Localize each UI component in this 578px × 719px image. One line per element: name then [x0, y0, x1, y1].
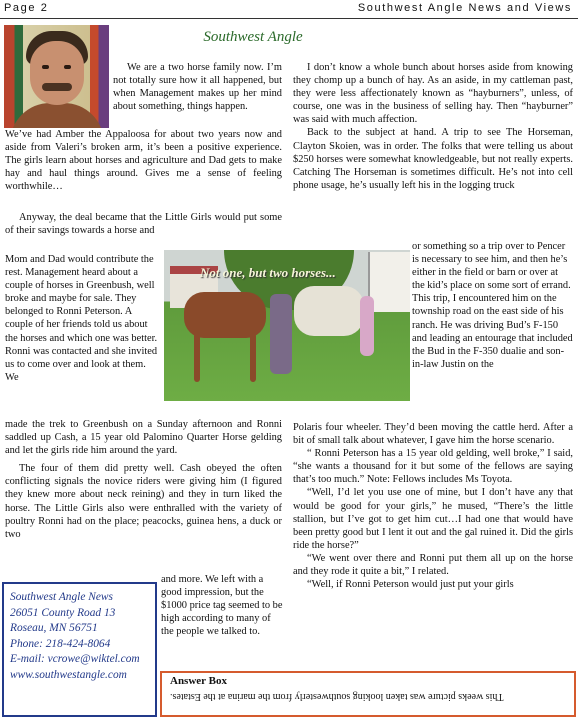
paragraph: “Well, I’d let you use one of mine, but I don’t have any that would be good for your girls,” he mused, “There’s the little stallion, but I’ve got to get him cut…I had one that would have been pretty good but I lent it out and the gal ruined it. Did the girls ride the horse?” [293, 487, 573, 551]
phone-number: Phone: 218-424-8064 [10, 637, 111, 650]
horses-photo [164, 250, 410, 401]
paragraph: Polaris four wheeler. They’d been moving the cattle herd. After a bit of small talk about whatever, I gave him the horse scenario. [293, 422, 573, 447]
left-column-p2-top [5, 211, 282, 253]
right-column-beside-photo [412, 240, 573, 371]
left-column-beside-photo [5, 253, 160, 418]
photo-caption: Not one, but two horses... [200, 265, 336, 280]
email-address[interactable]: E-mail: vcrowe@wiktel.com [10, 653, 140, 666]
left-column-end [161, 573, 283, 638]
right-column-upper [293, 61, 573, 192]
paragraph: I don’t know a whole bunch about horses aside from knowing they chomp up a bunch of hay. As an aside, in my cattleman past, they were less affectionately known as “hayburners”, unless, of course, one was in the business of selling hay. Then “hayburner” was said with much affection. [293, 62, 573, 126]
author-portrait [4, 25, 109, 128]
paragraph: We’ve had Amber the Appaloosa for about two years now and aside from Valeri’s broken arm, it’s been a positive experience. The girls learn about horses and agriculture and Dad gets to make hay and haul things around. Gives me a sense of feeling worthwhile… [5, 129, 282, 193]
paragraph: made the trek to Greenbush on a Sunday afternoon and Ronni saddled up Cash, a 15 year old Palomino Quarter Horse gelding and let the girls ride him around the yard. [5, 419, 282, 457]
paragraph: Anyway, the deal became that the Little Girls would put some of their savings towards a horse and [5, 212, 282, 237]
intro-beside-portrait: We are a two horse family now. I’m not totally sure how it all happened, but when Management makes up her mind about something, things happen. [113, 62, 282, 113]
left-column-upper [5, 128, 282, 193]
city-state-zip: Roseau, MN 56751 [10, 622, 98, 635]
paragraph: Back to the subject at hand. A trip to see The Horseman, Clayton Skoien, was in order. The folks that were telling us about $250 horses were somewhat knowledgeable, but not really experts. Catching The Horseman is sometimes difficult. He’s not into cell phone usage, he’s usually left his in the logging truck [293, 127, 573, 191]
street-address: 26051 County Road 13 [10, 606, 116, 619]
newsletter-title: Southwest Angle News and Views [357, 2, 572, 14]
paragraph: The four of them did pretty well. Cash obeyed the often conflicting signals the novice riders were giving him (I figured they knew more about neck reining) and they in turn liked the horse. The Little Girls also were enthralled with the variety of poultry Ronni had on the place; peacocks, guinea hens, a duck or two [5, 463, 282, 540]
answer-box-upside-down-text: This weeks picture was taken looking southwesterly from the marina at the Estates. [170, 691, 504, 703]
answer-box-title: Answer Box [170, 675, 227, 687]
paragraph: “We went over there and Ronni put them all up on the horse and they rode it quite a bit,” I related. [293, 552, 573, 578]
header-rule [0, 18, 578, 19]
paragraph: or something so a trip over to Pencer is necessary to see him, and then he’s either in the field or barn or over at the kid’s place on some sort of errand. This trip, I encountered him on the township road on the east side of his ranch. He was driving Bud’s F-150 and leading an entourage that included the Bud in the F-350 dualie and son-in-law Justin on the [412, 241, 573, 370]
story-title: Southwest Angle [203, 29, 303, 45]
answer-box [160, 671, 576, 717]
left-column-lower [5, 418, 282, 541]
paragraph: “ Ronni Peterson has a 15 year old gelding, well broke,” I said, “she wants a thousand for it but some of the fellows are saying that’s too much.” Note: Fellows includes Ms Toyota. [293, 448, 573, 486]
contact-box [2, 582, 157, 717]
right-column-lower [293, 421, 573, 591]
paragraph: “Well, if Ronni Peterson would just put your girls [307, 579, 514, 591]
publication-name: Southwest Angle News [10, 591, 113, 603]
paragraph: and more. We left with a good impression, but the $1000 price tag seemed to be high according to many of the people we talked to. [161, 574, 283, 638]
website-link[interactable]: www.southwestangle.com [10, 668, 127, 681]
page-number: Page 2 [4, 2, 49, 14]
paragraph: Mom and Dad would contribute the rest. Management heard about a couple of horses in Greenbush, well broke and maybe for sale. They belonged to Ronni Peterson. A couple of her friends told us about the horses and which one was better. Ronni was contacted and she invited us to come over and look at them. We [5, 254, 158, 383]
